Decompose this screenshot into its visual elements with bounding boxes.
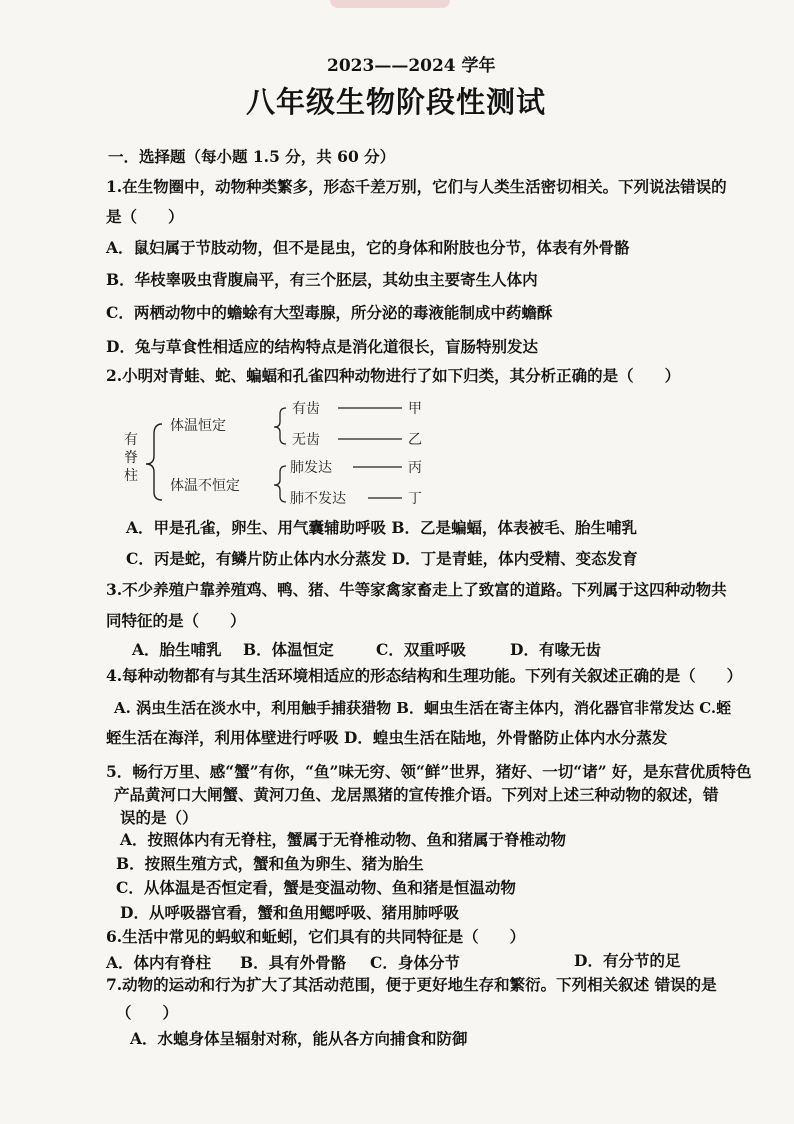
q3-stem-line2: 同特征的是（ ） <box>106 611 246 630</box>
upper-brace <box>274 408 286 444</box>
q1-stem-line2: 是（ ） <box>106 207 184 226</box>
q1-option-b: B．华枝睾吸虫背腹扁平，有三个胚层，其幼虫主要寄生人体内 <box>106 270 538 289</box>
q4-stem: 4.每种动物都有与其生活环境相适应的形态结构和生理功能。下列有关叙述正确的是（ ） <box>106 666 743 685</box>
q6-option-d: D．有分节的足 <box>574 951 681 970</box>
q1-option-d: D．兔与草食性相适应的结构特点是消化道很长，盲肠特别发达 <box>106 337 538 356</box>
q5-stem-line2: 产品黄河口大闸蟹、黄河刀鱼、龙居黑猪的宣传推介语。下列对上述三种动物的叙述，错 <box>114 785 719 804</box>
page-title: 八年级生物阶段性测试 <box>246 85 547 119</box>
tree-branch-warm: 体温恒定 <box>170 418 226 434</box>
tree-branch-cold: 体温不恒定 <box>170 478 240 494</box>
q2-options-ab: A．甲是孔雀，卵生、用气囊辅助呼吸 B．乙是蝙蝠，体表被毛、胎生哺乳 <box>126 518 638 537</box>
q4-options-line2: 蛭生活在海洋，利用体壁进行呼吸 D．蝗虫生活在陆地，外骨骼防止体内水分蒸发 <box>106 728 668 747</box>
tree-leaf-noteeth: 无齿 <box>292 432 320 448</box>
tree-leaf-lung-dev: 肺发达 <box>290 460 332 476</box>
q3-option-c: C．双重呼吸 <box>376 640 466 659</box>
q3-option-b: B．体温恒定 <box>243 640 334 659</box>
scan-smudge <box>330 0 450 8</box>
q5-option-c: C．从体温是否恒定看，蟹是变温动物、鱼和猪是恒温动物 <box>116 878 516 897</box>
q6-stem: 6.生活中常见的蚂蚁和蚯蚓，它们具有的共同特征是（ ） <box>106 927 526 946</box>
q7-option-a: A．水螅身体呈辐射对称，能从各方向捕食和防御 <box>130 1029 468 1048</box>
q7-stem-line1: 7.动物的运动和行为扩大了其活动范围，便于更好地生存和繁衍。下列相关叙述 错误的是 <box>106 975 717 994</box>
q3-option-a: A．胎生哺乳 <box>132 640 222 659</box>
q5-option-d: D．从呼吸器官看，蟹和鱼用鳃呼吸、猪用肺呼吸 <box>120 903 459 922</box>
tree-result-yi: 乙 <box>408 432 422 448</box>
q5-stem-line1: 5．畅行万里、感“蟹”有你，“鱼”味无穷、领“鲜”世界，猪好、一切“诸” 好，是东营优质特色 <box>106 762 752 781</box>
section-heading: 一．选择题（每小题 1.5 分，共 60 分） <box>108 147 396 166</box>
q7-stem-line2: （ ） <box>116 1003 179 1022</box>
q4-options-line1: A. 涡虫生活在淡水中，利用触手捕获猎物 B．蛔虫生活在寄主体内，消化器官非常发达 C.蛭 <box>114 699 732 717</box>
q6-option-c: C．身体分节 <box>370 953 460 972</box>
tree-root-char-3: 柱 <box>124 468 138 484</box>
tree-root-char-2: 脊 <box>124 450 138 466</box>
tree-result-jia: 甲 <box>408 401 422 417</box>
classification-tree <box>110 392 440 512</box>
q3-stem-line1: 3.不少养殖户靠养殖鸡、鸭、猪、牛等家禽家畜走上了致富的道路。下列属于这四种动物共 <box>106 580 727 599</box>
school-year: 2023——2024 学年 <box>327 56 496 76</box>
q5-option-a: A．按照体内有无脊柱，蟹属于无脊椎动物、鱼和猪属于脊椎动物 <box>120 830 567 849</box>
tree-result-ding: 丁 <box>408 491 422 507</box>
q1-option-c: C．两栖动物中的蟾蜍有大型毒腺，所分泌的毒液能制成中药蟾酥 <box>106 303 553 322</box>
q5-stem-line3: 误的是（） <box>120 808 198 827</box>
q2-options-cd: C．丙是蛇，有鳞片防止体内水分蒸发 D．丁是青蛙，体内受精、变态发育 <box>126 549 638 568</box>
q3-option-d: D．有喙无齿 <box>510 640 601 659</box>
q2-stem: 2.小明对青蛙、蛇、蝙蝠和孔雀四种动物进行了如下归类，其分析正确的是（ ） <box>106 366 681 385</box>
tree-result-bing: 丙 <box>408 460 422 476</box>
root-brace <box>146 424 162 500</box>
q5-option-b: B．按照生殖方式，蟹和鱼为卵生、猪为胎生 <box>116 854 424 873</box>
tree-leaf-teeth: 有齿 <box>292 401 320 417</box>
q6-option-a: A．体内有脊柱 <box>106 953 212 972</box>
q6-option-b: B．具有外骨骼 <box>240 953 347 972</box>
tree-leaf-lung-undev: 肺不发达 <box>290 491 346 507</box>
q1-stem-line1: 1.在生物圈中，动物种类繁多，形态千差万别，它们与人类生活密切相关。下列说法错误的 <box>106 177 727 196</box>
tree-root-char-1: 有 <box>124 432 138 448</box>
q1-option-a: A．鼠妇属于节肢动物，但不是昆虫，它的身体和附肢也分节，体表有外骨骼 <box>106 238 630 257</box>
lower-brace <box>274 466 286 502</box>
